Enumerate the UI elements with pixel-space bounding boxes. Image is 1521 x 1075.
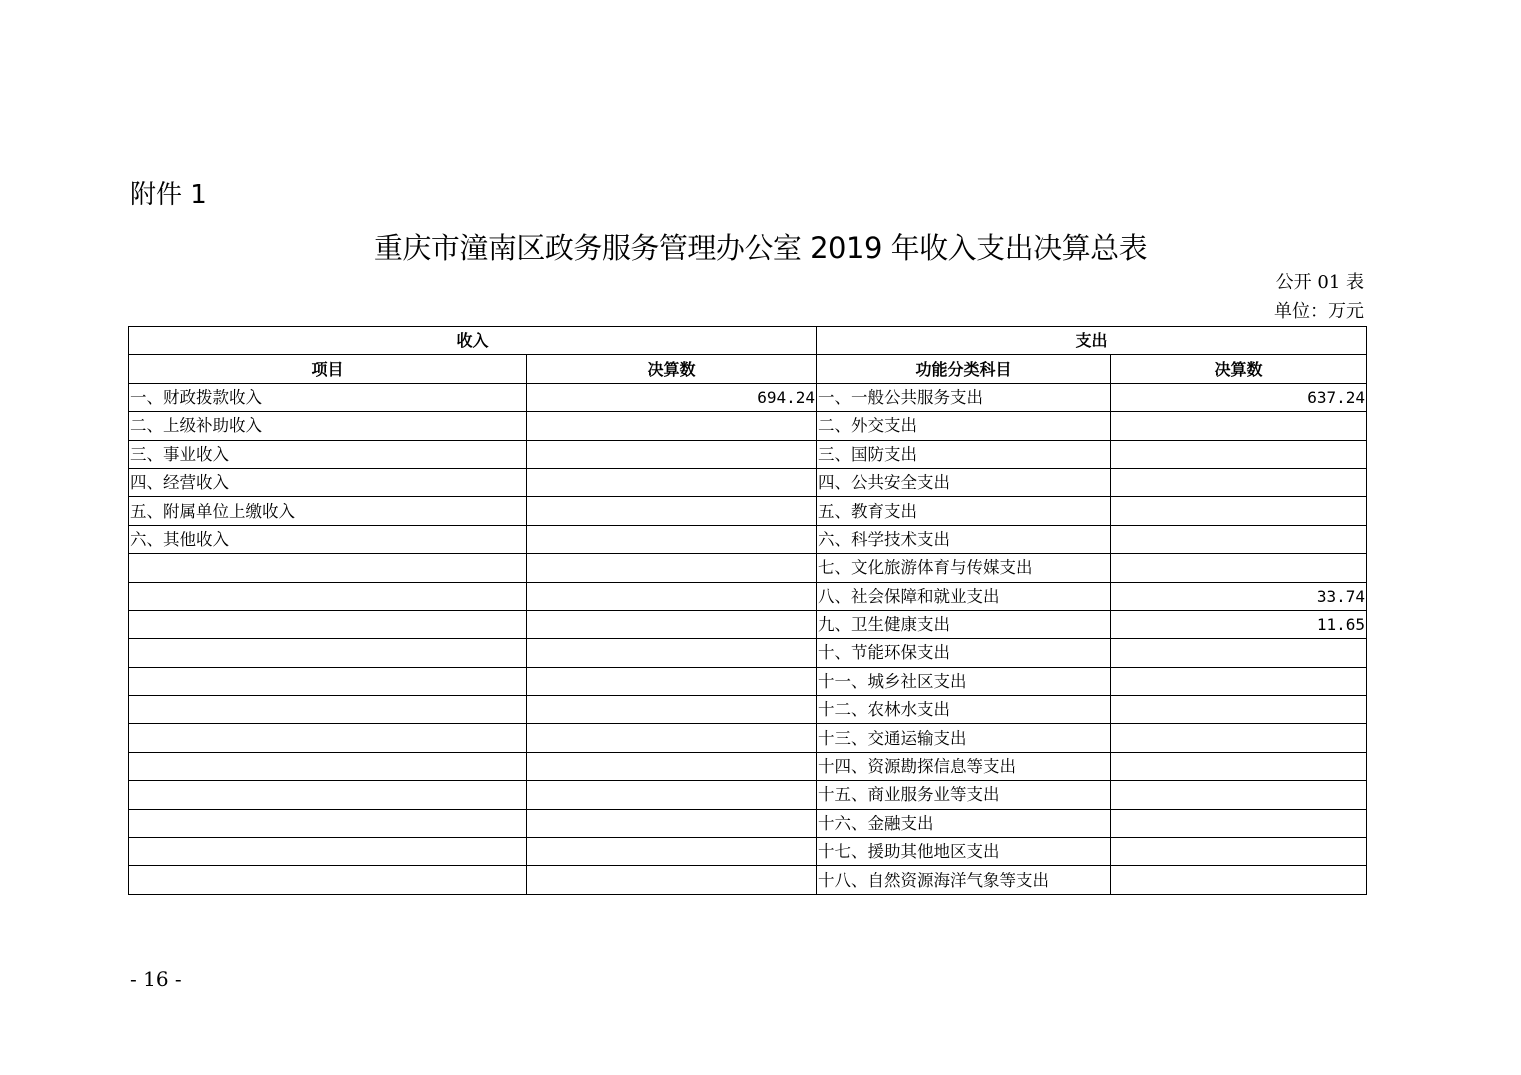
table-row (129, 468, 1367, 496)
expense-amount-cell: 637.24 (1111, 383, 1367, 411)
table-row (129, 639, 1367, 667)
expense-amount-cell (1111, 866, 1367, 894)
table-row (129, 752, 1367, 780)
income-item-cell: 一、财政拨款收入 (129, 383, 527, 411)
expense-item-cell: 十四、资源勘探信息等支出 (817, 752, 1111, 780)
income-amount-cell (527, 667, 817, 695)
income-amount-cell (527, 412, 817, 440)
income-item-cell (129, 809, 527, 837)
expense-amount-cell (1111, 554, 1367, 582)
expense-item-cell: 五、教育支出 (817, 497, 1111, 525)
income-amount-cell (527, 610, 817, 638)
expense-amount-cell (1111, 838, 1367, 866)
expense-section-header: 支出 (817, 327, 1367, 355)
income-item-cell: 四、经营收入 (129, 468, 527, 496)
income-amount-cell (527, 525, 817, 553)
income-amount-cell (527, 468, 817, 496)
income-item-cell (129, 866, 527, 894)
expense-amount-cell (1111, 412, 1367, 440)
income-amount-cell: 694.24 (527, 383, 817, 411)
table-row (129, 383, 1367, 411)
income-item-cell: 三、事业收入 (129, 440, 527, 468)
expense-amount-cell (1111, 440, 1367, 468)
expense-item-cell: 二、外交支出 (817, 412, 1111, 440)
income-amount-cell (527, 752, 817, 780)
expense-item-cell: 十五、商业服务业等支出 (817, 781, 1111, 809)
expense-amount-cell (1111, 724, 1367, 752)
expense-amount-cell (1111, 696, 1367, 724)
expense-amount-cell (1111, 809, 1367, 837)
income-section-header: 收入 (129, 327, 817, 355)
table-row (129, 838, 1367, 866)
income-item-header: 项目 (129, 355, 527, 383)
expense-item-cell: 四、公共安全支出 (817, 468, 1111, 496)
section-header-row (129, 327, 1367, 355)
page-title: 重庆市潼南区政务服务管理办公室 2019 年收入支出决算总表 (373, 231, 1148, 265)
income-amount-cell (527, 724, 817, 752)
income-amount-cell (527, 838, 817, 866)
income-amount-cell (527, 554, 817, 582)
income-amount-cell (527, 497, 817, 525)
page-number: - 16 - (130, 967, 182, 991)
income-item-cell (129, 724, 527, 752)
expense-amount-cell (1111, 781, 1367, 809)
income-item-cell (129, 639, 527, 667)
income-item-cell (129, 554, 527, 582)
income-expense-summary-table (128, 326, 1367, 895)
income-item-cell: 二、上级补助收入 (129, 412, 527, 440)
income-amount-cell (527, 639, 817, 667)
expense-amount-cell (1111, 468, 1367, 496)
expense-item-cell: 三、国防支出 (817, 440, 1111, 468)
expense-item-cell: 一、一般公共服务支出 (817, 383, 1111, 411)
expense-item-cell: 九、卫生健康支出 (817, 610, 1111, 638)
expense-amount-cell: 11.65 (1111, 610, 1367, 638)
income-amount-header: 决算数 (527, 355, 817, 383)
table-row (129, 610, 1367, 638)
table-row (129, 809, 1367, 837)
income-item-cell (129, 696, 527, 724)
expense-amount-cell (1111, 525, 1367, 553)
expense-amount-cell (1111, 639, 1367, 667)
expense-item-cell: 十三、交通运输支出 (817, 724, 1111, 752)
table-row (129, 866, 1367, 894)
table-row (129, 525, 1367, 553)
table-row (129, 497, 1367, 525)
table-row (129, 412, 1367, 440)
income-item-cell (129, 610, 527, 638)
income-amount-cell (527, 440, 817, 468)
income-amount-cell (527, 866, 817, 894)
income-item-cell (129, 838, 527, 866)
expense-item-cell: 十六、金融支出 (817, 809, 1111, 837)
expense-amount-cell (1111, 667, 1367, 695)
income-item-cell (129, 582, 527, 610)
expense-item-cell: 七、文化旅游体育与传媒支出 (817, 554, 1111, 582)
income-amount-cell (527, 781, 817, 809)
table-row (129, 667, 1367, 695)
expense-item-cell: 十一、城乡社区支出 (817, 667, 1111, 695)
income-item-cell: 五、附属单位上缴收入 (129, 497, 527, 525)
unit-label: 单位：万元 (1274, 301, 1364, 322)
table-row (129, 781, 1367, 809)
table-body (129, 327, 1367, 895)
expense-amount-cell: 33.74 (1111, 582, 1367, 610)
attachment-label: 附件 1 (130, 180, 207, 210)
table-row (129, 724, 1367, 752)
table-row (129, 696, 1367, 724)
expense-item-cell: 八、社会保障和就业支出 (817, 582, 1111, 610)
table-row (129, 554, 1367, 582)
expense-amount-header: 决算数 (1111, 355, 1367, 383)
expense-amount-cell (1111, 752, 1367, 780)
table-row (129, 582, 1367, 610)
income-amount-cell (527, 809, 817, 837)
expense-item-cell: 十二、农林水支出 (817, 696, 1111, 724)
income-amount-cell (527, 696, 817, 724)
table-row (129, 440, 1367, 468)
income-item-cell (129, 667, 527, 695)
expense-item-cell: 十、节能环保支出 (817, 639, 1111, 667)
expense-item-header: 功能分类科目 (817, 355, 1111, 383)
expense-amount-cell (1111, 497, 1367, 525)
expense-item-cell: 六、科学技术支出 (817, 525, 1111, 553)
income-item-cell (129, 781, 527, 809)
column-header-row (129, 355, 1367, 383)
income-amount-cell (527, 582, 817, 610)
expense-item-cell: 十八、自然资源海洋气象等支出 (817, 866, 1111, 894)
income-item-cell: 六、其他收入 (129, 525, 527, 553)
expense-item-cell: 十七、援助其他地区支出 (817, 838, 1111, 866)
income-item-cell (129, 752, 527, 780)
form-number: 公开 01 表 (1275, 272, 1364, 293)
